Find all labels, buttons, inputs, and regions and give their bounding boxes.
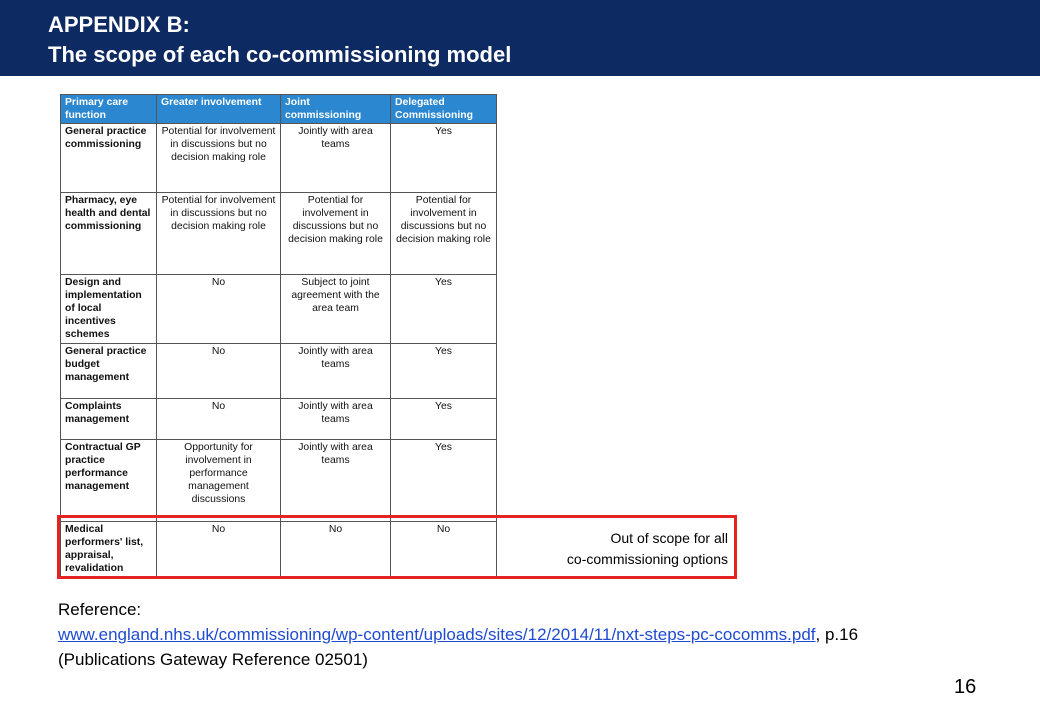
table-cell: Opportunity for involvement in performance management discussions	[157, 440, 281, 522]
table-cell: Medical performers' list, appraisal, revalidation	[61, 522, 157, 578]
table-cell: Yes	[391, 124, 497, 193]
header-primary-care-function: Primary care function	[61, 95, 157, 124]
table-cell: Potential for involvement in discussions but no decision making role	[391, 193, 497, 275]
reference-label: Reference:	[58, 600, 142, 619]
out-of-scope-note	[500, 528, 728, 570]
table-cell: No	[157, 399, 281, 440]
table-cell: General practice budget management	[61, 344, 157, 399]
table-cell: No	[157, 344, 281, 399]
page-number: 16	[954, 676, 977, 698]
table-cell: No	[281, 522, 391, 578]
table-cell: Potential for involvement in discussions but no decision making role	[157, 193, 281, 275]
table-cell: Jointly with area teams	[281, 344, 391, 399]
reference-block	[58, 597, 958, 672]
title-bar	[0, 0, 1040, 78]
table-row	[61, 399, 497, 440]
table-cell: Pharmacy, eye health and dental commissioning	[61, 193, 157, 275]
reference-link[interactable]: www.england.nhs.uk/commissioning/wp-content/uploads/sites/12/2014/11/nxt-steps-pc-cocomms.pdf	[58, 625, 816, 644]
table-cell: No	[157, 522, 281, 578]
header-delegated-commissioning: Delegated Commissioning	[391, 95, 497, 124]
table-cell: Jointly with area teams	[281, 124, 391, 193]
reference-citation	[58, 622, 958, 672]
table-cell: Potential for involvement in discussions but no decision making role	[281, 193, 391, 275]
table-cell: Yes	[391, 440, 497, 522]
table-cell: Complaints management	[61, 399, 157, 440]
table-cell: Subject to joint agreement with the area team	[281, 275, 391, 344]
out-of-scope-line2: co-commissioning options	[566, 551, 728, 567]
slide-title-line2: The scope of each co-commissioning model	[48, 42, 512, 67]
table-cell: Yes	[391, 275, 497, 344]
table-row	[61, 440, 497, 522]
table-row	[61, 124, 497, 193]
table-header-row	[61, 95, 497, 124]
table-cell: Jointly with area teams	[281, 440, 391, 522]
table-cell: Contractual GP practice performance management	[61, 440, 157, 522]
table-row	[61, 275, 497, 344]
table-cell: Yes	[391, 399, 497, 440]
scope-table	[60, 94, 497, 578]
table-row	[61, 193, 497, 275]
slide-title-line1: APPENDIX B:	[48, 12, 190, 37]
table-row	[61, 344, 497, 399]
table-cell: General practice commissioning	[61, 124, 157, 193]
table-cell: Design and implementation of local incentives schemes	[61, 275, 157, 344]
table-cell: Yes	[391, 344, 497, 399]
header-greater-involvement: Greater involvement	[157, 95, 281, 124]
reference-suffix: , p.16 (Publications Gateway Reference 02501)	[58, 625, 859, 669]
header-joint-commissioning: Joint commissioning	[281, 95, 391, 124]
table-cell: Jointly with area teams	[281, 399, 391, 440]
table-cell: No	[157, 275, 281, 344]
out-of-scope-line1: Out of scope for all	[610, 530, 728, 546]
table-cell: Potential for involvement in discussions but no decision making role	[157, 124, 281, 193]
table-cell: No	[391, 522, 497, 578]
